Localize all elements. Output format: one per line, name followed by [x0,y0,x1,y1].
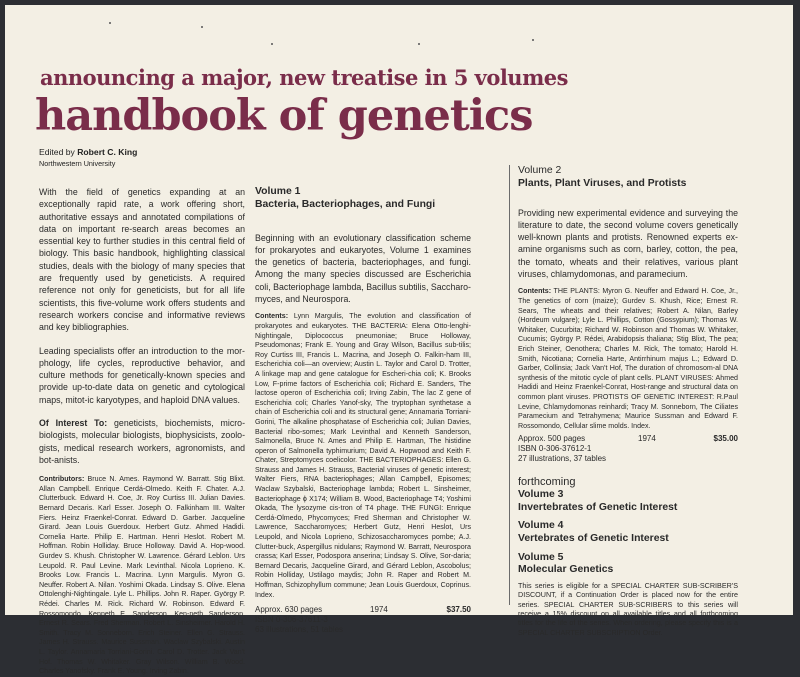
volume1-subtitle: Bacteria, Bacteriophages, and Fungi [255,198,436,210]
volume1-price: $37.50 [446,605,471,615]
volume2-contents [518,287,738,431]
volume1-contents-label: Contents: [255,312,289,321]
of-interest-label: Of Interest To: [39,418,108,429]
announcement-line: announcing a major, new treatise in 5 volumes [40,65,568,90]
volume1-pages: Approx. 630 pages [255,605,323,615]
volume4-heading [518,520,738,545]
volume1-pricing [255,605,471,635]
volume5-heading [518,552,738,577]
contributors [39,475,245,676]
volume2-column [518,165,738,644]
volume2-year: 1974 [638,434,656,444]
volume3-title: Invertebrates of Genetic Interest [518,501,678,513]
volume1-column [255,186,471,635]
volume5-number: Volume 5 [518,551,564,563]
volume1-number: Volume 1 [255,186,301,197]
intro-paragraph-2: Leading specialists offer an introduction to the mor-phology, life cycles, reproductive behavior, and culture methods for genetically-known species and provide up-to-date data on genetic and cytological maps, mitot-ic karyotypes, and haploid DNA values. [39,345,245,405]
registration-dot [271,43,273,45]
registration-dot [109,22,111,24]
registration-dot [532,39,534,41]
volume2-contents-text: THE PLANTS: Myron G. Neuffer and Edward H. Coe, Jr., The genetics of corn (maize); Gurdev S. Khush, Rice; Ernest R. Sears, The wheats and their relatives; Robert A. Nilan, Barley (Hordeum vulgare); Lyle L. Phillips, Cotton (Gossypium); Thomas W. Whitaker, Cucurbita; Richard W. Robinson and Thomas W. Whitaker, Cucumis; György P. Rédei, Arabidopsis thaliana; Stig Blixt, The pea; Erich Steiner, Oenothera; Charles M. Rick, The tomato; Harold H. Smith, Nicotiana; Cornelia Harte, Antirrhinum majus L.; Edward D. Garber, Collinsia; Jack Van't Hof, The duration of chromosom-al DNA synthesis of the mitotic cycle of plant cells. PLANT VIRUSES: Ahmed Hadidi and Heinz Fraenkel-Conrat, Host-range and structural data on common plant viruses. PROTISTS OF GENETIC INTEREST: R.Paul Levine, Chlamydomonas reinhardi; Tracy M. Sonneborn, The Ciliates Paramecium and Tetrahymena; Maurice Sussman and Edward F. Rossomondo, Cellular slime molds. Index. [518,287,738,430]
registration-dot [201,26,203,28]
contributors-text: Bruce N. Ames. Raymond W. Barratt. Stig Blixt. Allan Campbell. Enrique Cerdá-Olmedo. Keith F. Chater. A.J. Clutterbuck. Edward H. Coe, Jr. Roy Curtiss III. Julian Davies. Bernard Decaris. Karl Esser. Joseph O. Falkinham III. Walter Fiers. Heinz Fraenkel-Conrat. Edward D. Garber. Jacqueline Girard. Jean Louis Guerdoux. Herbert Gutz. Ahmed Hadidi. Cornelia Harte. Philip E. Hartman. Henri Heslot. Robert M. Hoffman. Robin Holliday. Bruce Holloway. David A. Hop-wood. Gurdev S. Khush. Christopher W. Lawrence. Gérard Leblon. Urs Leupold. R. Paul Levine. Mark Levinthal. Nicola Loprieno. K. Brooks Low. Francis L. Macrina. Lynn Margulis. Myron G. Neuffer. Robert A. Nilan. Yoshimi Okada. Lindsay S. Olive. Elena Ottolenghi-Nightingale. Lyle L. Phillips. John R. Raper. György P. Rédei. Charles M. Rick. Richard W. Robinson. Edward F. Rossomondo. Kenneth E. Sanderson. Ken-neth Sanderson. Ernest R. Sears. Fred Sherman. Robert L. Sinsheimer. Harold H. Smith. Tracy M. Sonneborn. Erich Steiner. Ellen G. Strauss. James H. Strauss. Maurice Sussman. Waclaw Szybalski. Austin L. Taylor. Annamaria Torriani-Gorini. Carol D. Trotter. Jack Van't Hof. Thomas W. Whitaker. Gray Wilson. William B. Wood. Charles Yanofsky. Frank E. Young. Irving Zabin. [39,475,245,676]
editor-prefix: Edited by [39,147,78,157]
brochure-page [5,5,793,676]
intro-paragraph: With the field of genetics expanding at an exceptionally rapid rate, a work offering short, authoritative essays and annotated compilations of data on important re-search areas becomes an essential key to further studies in this central field of biology. This basic handbook, highlighting classical studies, deals with the biology of many species that are frequently used by geneticists. A required reference not only for geneticists, but for all life scientists, this five-volume work offers students and research workers concise and informative reviews and key bibliographies. [39,187,245,333]
editor-credit [39,147,137,168]
volume5-title: Molecular Genetics [518,564,614,576]
volume3-heading [518,489,738,514]
volume1-contents [255,312,471,600]
volume1-contents-text: Lynn Margulis, The evolution and classification of prokaryotes and eukaryotes. THE BACTERIA: Elena Otto-lenghi-Nightingale, Diplococcus pneumoniae; Bruce Holloway, Pseudomonas; Frank E. Young and Gray Wilson, Bacillus sub-tilis; Roy Curtiss III, Francis L. Macrina, and Joseph O. Falkin-ham III, Escherichia coli—an overview; Austin L. Taylor and Carol D. Trotter, A linkage map and gene catalogue for Escheri-chia coli; K. Brooks Low, F-prime factors of Escherichia coli; Richard E. Sanders, The lactose operon of Escherichia coli; Irving Zabin, The lac Z gene of Escherichia coli; Charles Yanof-sky, The tryptophan synthetase a chain of Escherichia coli and its structural gene; Annamaria Torriani-Gorini, The alkaline phosphatase of Escherichia coli; Julian Davies, Bacterial ribo-somes; Mark Levinthal and Kenneth Sanderson, Salmonella, Bruce N. Ames and Philip E. Hartman, The histidine operon of Salmonella typhimurium; David A. Hopwood and Keith F. Chater, Streptomyces coelicolor. THE BACTERIOPHAGES: Ellen G. Strauss and James H. Strauss, Bacterial viruses of genetic interest; Walter Fiers, RNA bacteriophages; Allan Campbell, Episomes; Waclaw Szybalski, Bacteriophage lambda; Robert L. Sinsheimer, Bacteriophage ϕ X174; William B. Wood, Bacteriophage T4; Yoshimi Okada, The lysozyme cis-tron of T4 phage. THE FUNGI: Enrique Cerdá-Olmedo, Phycomyces; Fred Sherman and Christopher W. Lawrence, Saccharomyces; Herbert Gutz, Henri Heslot, Urs Leupold, and Nicola Loprieno, Schizosaccharomyces pombe; A.J. Clutter-buck, Aspergillus nidulans; Raymond W. Barratt, Neurospora crassa; Karl Esser, Podospora anserina; Lindsay S. Olive, Sor-daria; Bernard Decaris, Jacqueline Girard, and Gérard Leblon, Ascobolus; Robin Holliday, Ustilago maydis; John R. Raper and Robert M. Hoffman, Schizophyllum commune; Jean Louis Guerdoux, Coprinus. Index. [255,312,471,599]
volume4-number: Volume 4 [518,520,564,532]
column-divider [509,165,510,605]
volume1-illustrations: 63 illustrations, 51 tables [255,625,344,635]
contributors-label: Contributors: [39,475,85,484]
registration-dot [418,43,420,45]
volume2-illustrations: 27 illustrations, 37 tables [518,454,607,464]
volume2-heading [518,165,738,191]
forthcoming-section [518,476,738,637]
editor-affiliation: Northwestern University [39,158,116,168]
volume1-isbn: ISBN 0-306-37611-3 [255,615,328,625]
volume1-heading [255,186,471,212]
volume2-description: Providing new experimental evidence and surveying the literature to date, the second volume covers genetically well-known plants and protists. Renowned experts ex-amine organisms such as corn, barley, cotton, the pea, the tomato, wheats and their relatives, various plant viruses, chlamydomonas, and paramecium. [518,207,738,280]
volume2-price: $35.00 [713,434,738,444]
charter-subscription-note: This series is eligible for a SPECIAL CHARTER SUB-SCRIBER'S DISCOUNT, if a Continuation Order is placed now for the entire series. SPECIAL CHARTER SUB-SCRIBERS to this series will receive a 15% discount on all available titles and all forthcoming titles for the life of the series. When ordering, please specify this is a SPECIAL CHARTER SUBSCRIPTION Order. [518,580,738,637]
of-interest-text: geneticists, biochemists, micro-biologists, molecular biologists, biophysicists, zoolo-gists, medical research workers, agronomists, and bot-anists. [39,418,245,465]
volume4-title: Vertebrates of Genetic Interest [518,533,669,545]
forthcoming-label: forthcoming [518,476,576,489]
volume2-isbn: ISBN 0-306-37612-1 [518,444,592,454]
volume2-number: Volume 2 [518,165,562,176]
editor-name: Robert C. King [77,147,138,157]
of-interest [39,417,245,466]
volume2-pages: Approx. 500 pages [518,434,586,444]
volume2-subtitle: Plants, Plant Viruses, and Protists [518,177,687,189]
page-title: handbook of genetics [35,91,533,141]
volume2-pricing [518,434,738,464]
volume1-description: Beginning with an evolutionary classification scheme for prokaryotes and eukaryotes, Volume 1 examines the genetics of bacteria, bacteriophages, and fungi. Among the many species discussed are Escherichia coli, Bacteriophage lambda, Bacillus subtilis, Saccharo-myces, and Neurospora. [255,232,471,305]
intro-column [39,186,245,677]
volume3-number: Volume 3 [518,489,564,501]
volume2-contents-label: Contents: [518,287,552,296]
volume1-year: 1974 [370,605,388,615]
